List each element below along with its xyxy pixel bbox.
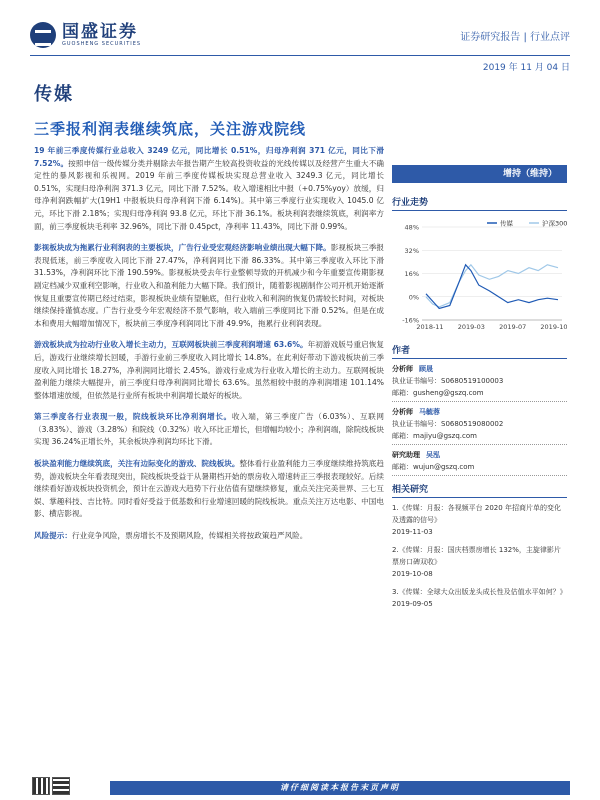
trend-chart-svg (392, 215, 567, 335)
trend-heading: 行业走势 (392, 195, 567, 211)
report-date: 2019 年 11 月 04 日 (482, 63, 570, 73)
y-tick-label: 32% (404, 246, 419, 255)
logo-name-cn: 国盛证券 (62, 22, 138, 42)
analyst-email[interactable]: wujun@gszq.com (413, 463, 475, 471)
related-list (392, 502, 567, 610)
series-line-media (426, 265, 558, 309)
paragraph: 19 年前三季度传媒行业总收入 3249 亿元，同比增长 0.51%，归母净利润 371 亿元，同比下滑 7.52%。按照申信一级传媒分类并剔除去年报告期产生较高投资收益的光线传媒以及经营产生重大不确定性的暴风影视和乐视网。2019 年前三季度传媒板块实现总营业收入 3249.3 亿元，同比增长 0.51%，实现归母净利润 371.3 亿元，同比下滑 7.52%。收入增速相比中报（+0.75%yoy）放缓，归母净利润跌幅扩大(19H1 中报板块归母净利润下滑 6.14%)。其中第三季度行业实现收入 1045.0 亿元，环比下滑 2.18%；实现归母净利润 93.8 亿元，环比下滑 36.1%。板块利润表继续筑底，利润率方面，前三季度板块毛利率 32.96%，同比下滑 0.45pct，净利率 11.43%，同比下滑 0.99%。 (34, 146, 384, 231)
legend-label: 沪深300 (542, 219, 567, 228)
header-divider (30, 55, 570, 56)
legend-label: 传媒 (500, 219, 513, 228)
x-tick-label: 2018-11 (416, 323, 444, 331)
analyst-item: 分析师 马毓蓉 执业证书编号：S0680519080002 邮箱：majiyu@gszq.com (392, 406, 567, 445)
x-tick-label: 2019-07 (499, 323, 527, 331)
analysts-heading: 作者 (392, 343, 567, 359)
analyst-item: 分析师 顾晟 执业证书编号：S0680519100003 邮箱：gusheng@gszq.com (392, 363, 567, 402)
x-tick-label: 2019-03 (457, 323, 485, 331)
related-heading: 相关研究 (392, 482, 567, 498)
report-type: 证券研究报告 | 行业点评 (460, 32, 570, 43)
related-item[interactable]: 2.《传媒：月报：国庆档票房增长 132%，主旋律影片票房口碑双收》 2019-10-08 (392, 546, 561, 578)
related-item[interactable]: 1.《传媒：月报：各视频平台 2020 年招商片单的变化及透露的信号》 2019-11-03 (392, 504, 561, 536)
rating-badge: 增持（维持） (392, 165, 567, 183)
page-header (0, 0, 600, 73)
related-item[interactable]: 3.《传媒：全球大众出版龙头成长性及估值水平如何？》 2019-09-05 (392, 588, 567, 608)
risk-warning: 风险提示：行业竞争风险，票房增长不及预期风险，传媒相关将按政策趋严风险。 (34, 531, 308, 541)
x-tick-label: 2019-10 (540, 323, 567, 331)
analyst-email[interactable]: majiyu@gszq.com (413, 432, 477, 440)
analyst-list (392, 363, 567, 476)
analyst-item: 研究助理 吴泓 邮箱：wujun@gszq.com (392, 449, 567, 476)
y-tick-label: 16% (404, 270, 419, 278)
logo-mark-icon (30, 22, 56, 48)
logo-name-en: GUOSHENG SECURITIES (62, 41, 142, 47)
y-tick-label: 0% (408, 293, 419, 302)
trend-chart (392, 215, 567, 335)
page-footer (0, 775, 600, 800)
qr-code-icon (32, 777, 50, 795)
analyst-email[interactable]: gusheng@gszq.com (413, 389, 484, 397)
series-line-hs300 (426, 265, 558, 307)
paragraph: 影视板块成为拖累行业利润表的主要板块，广告行业受宏观经济影响业绩出现大幅下降。影视板块三季报表现低迷，前三季度收入同比下滑 27.47%，净利润同比下滑 86.33%。其中第三季度收入环比下滑 31.53%，净利润环比下滑 190.59%。影视板块受去年行业整顿导致的开机减少和今年重要宣传期影视剧定档减少双重利空影响，行业收入和盈利能力大幅下降。我们预计，随着影视剧制作公司开机开始逐渐恢复且重要宣传期已经过结束，影视板块业绩有望触底，但行业收入和利润的恢复仍需较长时间，对板块继续保持谨慎态度。广告行业受今年宏观经济不景气影响，收入端前三季度同比下滑 0.52%。但是在成本和费用大幅增加情况下，板块前三季度净利润同比下滑 49.9%，拖累行业利润表现。 (34, 243, 384, 328)
paragraph: 游戏板块成为拉动行业收入增长主动力，互联网板块前三季度利润增速 63.6%。年初游戏版号重启恢复后，游戏行业继续增长回暖，手游行业前三季度收入同比增长 14.8%。在此利好带动下游戏板块前三季度收入同比增长 18.27%，净利润同比增长 2.45%。游戏行业成为行业收入增长的主动力。互联网板块盈利能力继续大幅提升，前三季度归母净利润同比增长 63.6%。虽然相较中报的净利润增速 101.14%整体增速放缓，但依然是行业所有板块中利润增长最好的板块。 (34, 340, 385, 400)
main-body (34, 145, 384, 552)
footer-disclaimer: 请仔细阅读本报告末页声明 (110, 781, 570, 795)
paragraph: 板块盈利能力继续筑底，关注有边际变化的游戏、院线板块。整体看行业盈利能力三季度继续维持筑底趋势，游戏板块全年看表现突出，院线板块受益于从暑期档开始的票房收入增速转正三季报表现较好。后续继续看好游戏板块投资机会，预计在云游戏大趋势下行业估值有望继续修复，重点关注完美世界、三七互娱、掌趣科技、吉比特。同时看好受益于低基数和行业增速回暖的院线板块。重点关注万达电影、中国电影、横店影视。 (34, 459, 385, 519)
sector-title: 传媒 (34, 84, 74, 105)
report-title: 三季报利润表继续筑底，关注游戏院线 (34, 120, 307, 138)
qr-code-icon (52, 777, 70, 795)
sidebar (392, 165, 567, 616)
y-tick-label: 48% (404, 223, 419, 232)
logo (30, 22, 141, 48)
paragraph: 第三季度各行业表现一般，院线板块环比净利润增长。收入端，第三季度广告（6.03%）、互联网（3.83%）、游戏（3.28%）和院线（0.32%）收入环比正增长，但增幅均较小；净利润端，除院线板块实现 36.24%正增长外，其余板块净利润均环比下滑。 (34, 412, 385, 447)
y-tick-label: -16% (402, 316, 419, 325)
